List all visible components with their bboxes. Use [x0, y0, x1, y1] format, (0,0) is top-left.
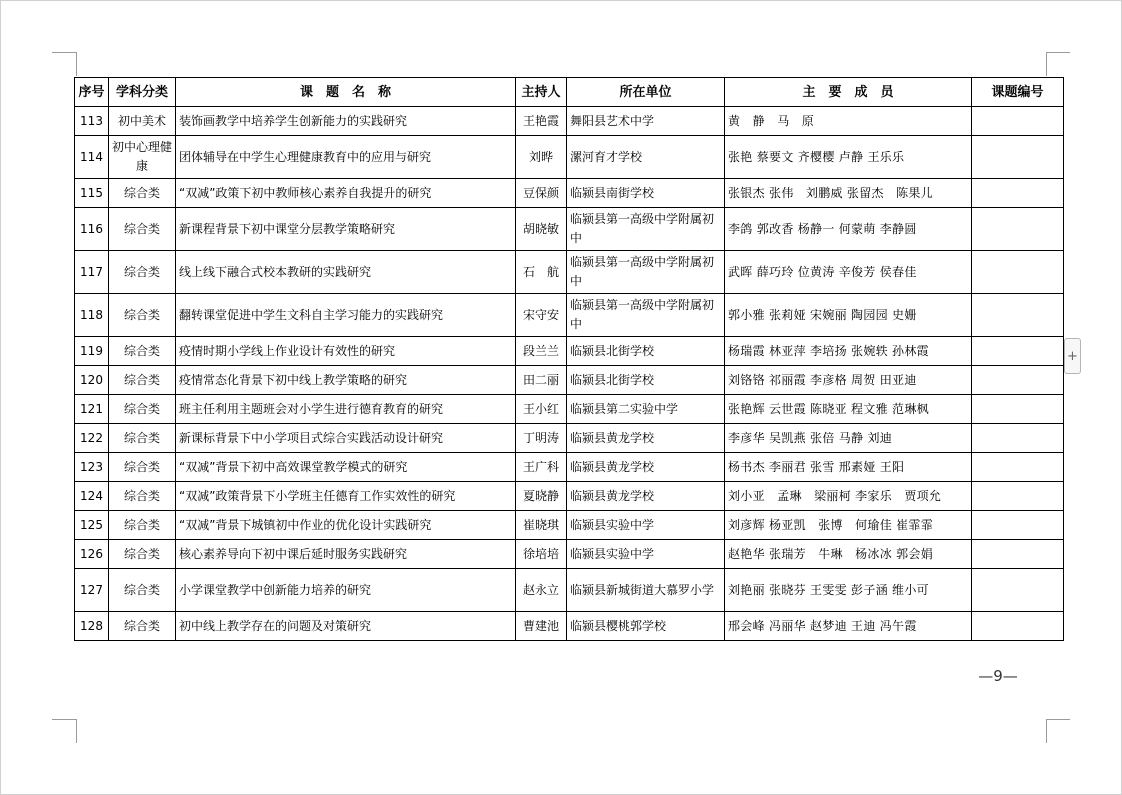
- cell-subject: 综合类: [109, 366, 176, 395]
- cell-code: [972, 179, 1064, 208]
- cell-unit: 舞阳县艺术中学: [567, 107, 725, 136]
- cell-topic: 疫情时期小学线上作业设计有效性的研究: [176, 337, 516, 366]
- cell-members: 张艳 蔡要文 齐樱樱 卢静 王乐乐: [725, 136, 972, 179]
- crop-mark: [1046, 52, 1070, 53]
- cell-unit: 漯河育才学校: [567, 136, 725, 179]
- cell-topic: 新课程背景下初中课堂分层教学策略研究: [176, 208, 516, 251]
- cell-subject: 综合类: [109, 540, 176, 569]
- table-row: [75, 482, 1064, 511]
- header-topic: 课 题 名 称: [176, 78, 516, 107]
- cell-no: 126: [75, 540, 109, 569]
- cell-no: 120: [75, 366, 109, 395]
- cell-members: 张艳辉 云世霞 陈晓亚 程文雅 范琳枫: [725, 395, 972, 424]
- cell-members: 黄 静 马 原: [725, 107, 972, 136]
- cell-unit: 临颍县第一高级中学附属初中: [567, 251, 725, 294]
- header-host: 主持人: [516, 78, 567, 107]
- cell-unit: 临颍县黄龙学校: [567, 482, 725, 511]
- cell-subject: 综合类: [109, 511, 176, 540]
- cell-unit: 临颍县黄龙学校: [567, 453, 725, 482]
- cell-members: 郭小雅 张莉娅 宋婉丽 陶园园 史姗: [725, 294, 972, 337]
- table-row: [75, 294, 1064, 337]
- crop-mark: [1046, 719, 1070, 720]
- table-row: [75, 136, 1064, 179]
- cell-unit: 临颍县南街学校: [567, 179, 725, 208]
- cell-topic: 疫情常态化背景下初中线上教学策略的研究: [176, 366, 516, 395]
- cell-members: 张银杰 张伟 刘鹏威 张留杰 陈果儿: [725, 179, 972, 208]
- cell-code: [972, 294, 1064, 337]
- cell-host: 王小红: [516, 395, 567, 424]
- cell-subject: 初中美术: [109, 107, 176, 136]
- cell-host: 段兰兰: [516, 337, 567, 366]
- cell-no: 113: [75, 107, 109, 136]
- cell-topic: 核心素养导向下初中课后延时服务实践研究: [176, 540, 516, 569]
- cell-subject: 初中心理健康: [109, 136, 176, 179]
- cell-no: 115: [75, 179, 109, 208]
- cell-topic: “双减”政策下初中教师核心素养自我提升的研究: [176, 179, 516, 208]
- cell-host: 王艳霞: [516, 107, 567, 136]
- cell-no: 114: [75, 136, 109, 179]
- cell-members: 刘艳丽 张晓芬 王雯雯 彭子涵 维小可: [725, 569, 972, 612]
- cell-code: [972, 612, 1064, 641]
- cell-subject: 综合类: [109, 395, 176, 424]
- cell-unit: 临颍县新城街道大慕罗小学: [567, 569, 725, 612]
- cell-host: 刘晔: [516, 136, 567, 179]
- cell-unit: 临颍县第二实验中学: [567, 395, 725, 424]
- cell-code: [972, 482, 1064, 511]
- table-row: [75, 208, 1064, 251]
- cell-code: [972, 511, 1064, 540]
- cell-host: 田二丽: [516, 366, 567, 395]
- cell-unit: 临颍县实验中学: [567, 540, 725, 569]
- crop-mark: [1046, 52, 1047, 76]
- cell-code: [972, 107, 1064, 136]
- cell-topic: 线上线下融合式校本教研的实践研究: [176, 251, 516, 294]
- table-row: [75, 395, 1064, 424]
- table-row: [75, 453, 1064, 482]
- crop-mark: [76, 52, 77, 76]
- cell-topic: “双减”背景下城镇初中作业的优化设计实践研究: [176, 511, 516, 540]
- cell-topic: 团体辅导在中学生心理健康教育中的应用与研究: [176, 136, 516, 179]
- table-row: [75, 251, 1064, 294]
- cell-code: [972, 395, 1064, 424]
- table-row: [75, 612, 1064, 641]
- cell-unit: 临颍县黄龙学校: [567, 424, 725, 453]
- cell-subject: 综合类: [109, 612, 176, 641]
- header-members: 主 要 成 员: [725, 78, 972, 107]
- cell-host: 徐培培: [516, 540, 567, 569]
- cell-code: [972, 208, 1064, 251]
- cell-topic: 装饰画教学中培养学生创新能力的实践研究: [176, 107, 516, 136]
- cell-subject: 综合类: [109, 337, 176, 366]
- cell-host: 丁明涛: [516, 424, 567, 453]
- cell-subject: 综合类: [109, 294, 176, 337]
- crop-mark: [52, 52, 76, 53]
- cell-host: 豆保颜: [516, 179, 567, 208]
- cell-no: 117: [75, 251, 109, 294]
- cell-no: 125: [75, 511, 109, 540]
- cell-no: 118: [75, 294, 109, 337]
- cell-topic: 班主任利用主题班会对小学生进行德育教育的研究: [176, 395, 516, 424]
- cell-members: 杨书杰 李丽君 张雪 邢素娅 王阳: [725, 453, 972, 482]
- header-unit: 所在单位: [567, 78, 725, 107]
- table-row: [75, 569, 1064, 612]
- cell-members: 刘彦辉 杨亚凯 张博 何瑜佳 崔霏霏: [725, 511, 972, 540]
- cell-subject: 综合类: [109, 482, 176, 511]
- cell-subject: 综合类: [109, 453, 176, 482]
- cell-unit: 临颍县北街学校: [567, 366, 725, 395]
- cell-code: [972, 569, 1064, 612]
- cell-no: 116: [75, 208, 109, 251]
- cell-no: 123: [75, 453, 109, 482]
- cell-code: [972, 251, 1064, 294]
- cell-code: [972, 136, 1064, 179]
- header-no: 序号: [75, 78, 109, 107]
- cell-no: 124: [75, 482, 109, 511]
- cell-topic: 初中线上教学存在的问题及对策研究: [176, 612, 516, 641]
- table-header-row: [75, 78, 1064, 107]
- cell-subject: 综合类: [109, 251, 176, 294]
- table-row: [75, 540, 1064, 569]
- project-table: [74, 77, 1064, 641]
- cell-host: 宋守安: [516, 294, 567, 337]
- cell-topic: 小学课堂教学中创新能力培养的研究: [176, 569, 516, 612]
- cell-code: [972, 540, 1064, 569]
- cell-code: [972, 337, 1064, 366]
- cell-topic: “双减”背景下初中高效课堂教学模式的研究: [176, 453, 516, 482]
- cell-members: 武晖 薛巧玲 位黄涛 辛俊芳 侯春佳: [725, 251, 972, 294]
- cell-subject: 综合类: [109, 424, 176, 453]
- table-row: [75, 337, 1064, 366]
- header-code: 课题编号: [972, 78, 1064, 107]
- cell-host: 赵永立: [516, 569, 567, 612]
- cell-host: 崔晓琪: [516, 511, 567, 540]
- cell-members: 刘小亚 孟琳 梁丽柯 李家乐 贾项允: [725, 482, 972, 511]
- cell-members: 邢会峰 冯丽华 赵梦迪 王迪 冯午霞: [725, 612, 972, 641]
- cell-no: 128: [75, 612, 109, 641]
- page-number: —9—: [978, 667, 1018, 685]
- table-row: [75, 179, 1064, 208]
- header-subject: 学科分类: [109, 78, 176, 107]
- cell-members: 李彦华 吴凯燕 张倍 马静 刘迪: [725, 424, 972, 453]
- table-row: [75, 366, 1064, 395]
- cell-members: 李鸽 郭改香 杨静一 何蒙萌 李静圆: [725, 208, 972, 251]
- cell-host: 夏晓静: [516, 482, 567, 511]
- cell-members: 赵艳华 张瑞芳 牛琳 杨冰冰 郭会娟: [725, 540, 972, 569]
- table-row: [75, 107, 1064, 136]
- crop-mark: [52, 719, 76, 720]
- cell-host: 王广科: [516, 453, 567, 482]
- cell-unit: 临颍县实验中学: [567, 511, 725, 540]
- crop-mark: [1046, 719, 1047, 743]
- cell-no: 121: [75, 395, 109, 424]
- cell-host: 曹建池: [516, 612, 567, 641]
- cell-topic: “双减”政策背景下小学班主任德育工作实效性的研究: [176, 482, 516, 511]
- cell-unit: 临颍县第一高级中学附属初中: [567, 208, 725, 251]
- table-row: [75, 511, 1064, 540]
- cell-subject: 综合类: [109, 569, 176, 612]
- cell-members: 刘铬铬 祁丽霞 李彦格 周贺 田亚迪: [725, 366, 972, 395]
- cell-host: 石 航: [516, 251, 567, 294]
- cell-members: 杨瑞霞 林亚萍 李培扬 张婉轶 孙林霞: [725, 337, 972, 366]
- cell-host: 胡晓敏: [516, 208, 567, 251]
- cell-code: [972, 453, 1064, 482]
- cell-subject: 综合类: [109, 179, 176, 208]
- cell-code: [972, 424, 1064, 453]
- cell-unit: 临颍县北街学校: [567, 337, 725, 366]
- cell-unit: 临颍县第一高级中学附属初中: [567, 294, 725, 337]
- cell-no: 122: [75, 424, 109, 453]
- cell-topic: 翻转课堂促进中学生文科自主学习能力的实践研究: [176, 294, 516, 337]
- cell-topic: 新课标背景下中小学项目式综合实践活动设计研究: [176, 424, 516, 453]
- cell-unit: 临颍县樱桃郭学校: [567, 612, 725, 641]
- expand-handle-button[interactable]: +: [1064, 338, 1081, 374]
- table-row: [75, 424, 1064, 453]
- cell-code: [972, 366, 1064, 395]
- cell-no: 119: [75, 337, 109, 366]
- cell-no: 127: [75, 569, 109, 612]
- crop-mark: [76, 719, 77, 743]
- cell-subject: 综合类: [109, 208, 176, 251]
